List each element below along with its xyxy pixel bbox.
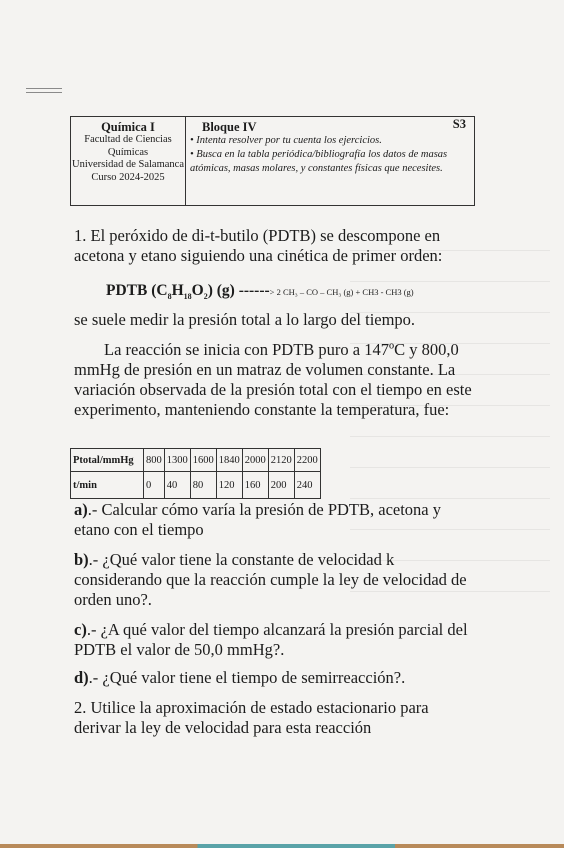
question-label: b) — [74, 550, 89, 569]
eq-o: O — [191, 282, 204, 299]
table-cell: 160 — [242, 472, 268, 499]
question-label: a) — [74, 500, 88, 519]
question-a — [74, 500, 474, 540]
sheet-code: S3 — [452, 117, 466, 131]
question-label: c) — [74, 620, 87, 639]
scan-mark — [26, 88, 62, 89]
table-cell: 0 — [144, 472, 165, 499]
faculty: Facultad de Ciencias Químicas — [84, 134, 172, 158]
eq-left: PDTB (C — [106, 282, 168, 299]
eq-sub: 18 — [183, 292, 192, 302]
course-title: Química I — [101, 120, 155, 134]
scan-mark — [26, 92, 62, 93]
table-cell: 2200 — [294, 449, 320, 472]
problem-1-intro: 1. El peróxido de di-t-butilo (PDTB) se descompone en acetona y etano siguiendo una cinética de primer orden: — [74, 226, 443, 265]
eq-sub: 8 — [167, 292, 172, 302]
eq-sub: 2 — [203, 292, 208, 302]
table-cell: 40 — [164, 472, 190, 499]
problem-2: 2. Utilice la aproximación de estado estacionario para derivar la ley de velocidad para esta reacción — [74, 698, 429, 737]
table-cell: 2120 — [268, 449, 294, 472]
question-d — [74, 668, 474, 688]
question-text: .- ¿A qué valor del tiempo alcanzará la presión parcial del PDTB el valor de 50,0 mmHg?. — [74, 620, 468, 659]
table-cell: 200 — [268, 472, 294, 499]
note-1: • Intenta resolver por tu cuenta los ejercicios. — [190, 135, 382, 146]
eq-h: H — [171, 282, 184, 299]
question-b — [74, 550, 474, 610]
block-title: Bloque IV — [202, 120, 257, 134]
table-cell: 1600 — [190, 449, 216, 472]
table-cell: 240 — [294, 472, 320, 499]
table-cell: 120 — [216, 472, 242, 499]
table-cell: 80 — [190, 472, 216, 499]
university: Universidad de Salamanca — [72, 159, 184, 170]
question-c — [74, 620, 474, 660]
table-cell: 2000 — [242, 449, 268, 472]
table-cell: 1840 — [216, 449, 242, 472]
note-2: • Busca en la tabla periódica/bibliografía los datos de masas atómicas, masas molares, y constantes físicas que necesites. — [190, 149, 448, 174]
measure-text: se suele medir la presión total a lo largo del tiempo. — [74, 310, 416, 329]
course-info — [71, 117, 186, 205]
reaction-equation — [106, 282, 414, 301]
experiment-paragraph: La reacción se inicia con PDTB puro a 147ºC y 800,0 mmHg de presión en un matraz de volumen constante. La variación observada de la presión total con el tiempo en este experimento, manteniendo constante la temperatura, fue: — [74, 340, 472, 419]
table-header: Ptotal/mmHg — [71, 449, 144, 472]
question-text: .- ¿Qué valor tiene la constante de velocidad k considerando que la reacción cumple la ley de velocidad de orden uno?. — [74, 550, 467, 609]
block-info — [186, 117, 474, 205]
pressure-time-table — [70, 448, 321, 499]
table-cell: 800 — [144, 449, 165, 472]
academic-year: Curso 2024-2025 — [91, 171, 165, 183]
page-edge — [0, 844, 564, 848]
eq-products: > 2 CH₃ – CO – CH₃ (g) + CH3 - CH3 (g) — [269, 287, 414, 297]
question-text: .- ¿Qué valor tiene el tiempo de semirreacción?. — [88, 668, 406, 687]
table-cell: 1300 — [164, 449, 190, 472]
eq-arrow: ) (g) ------ — [207, 282, 270, 299]
table-header: t/min — [71, 472, 144, 499]
header-box — [70, 116, 475, 206]
question-label: d) — [74, 668, 89, 687]
question-text: .- Calcular cómo varía la presión de PDTB, acetona y etano con el tiempo — [74, 500, 442, 539]
